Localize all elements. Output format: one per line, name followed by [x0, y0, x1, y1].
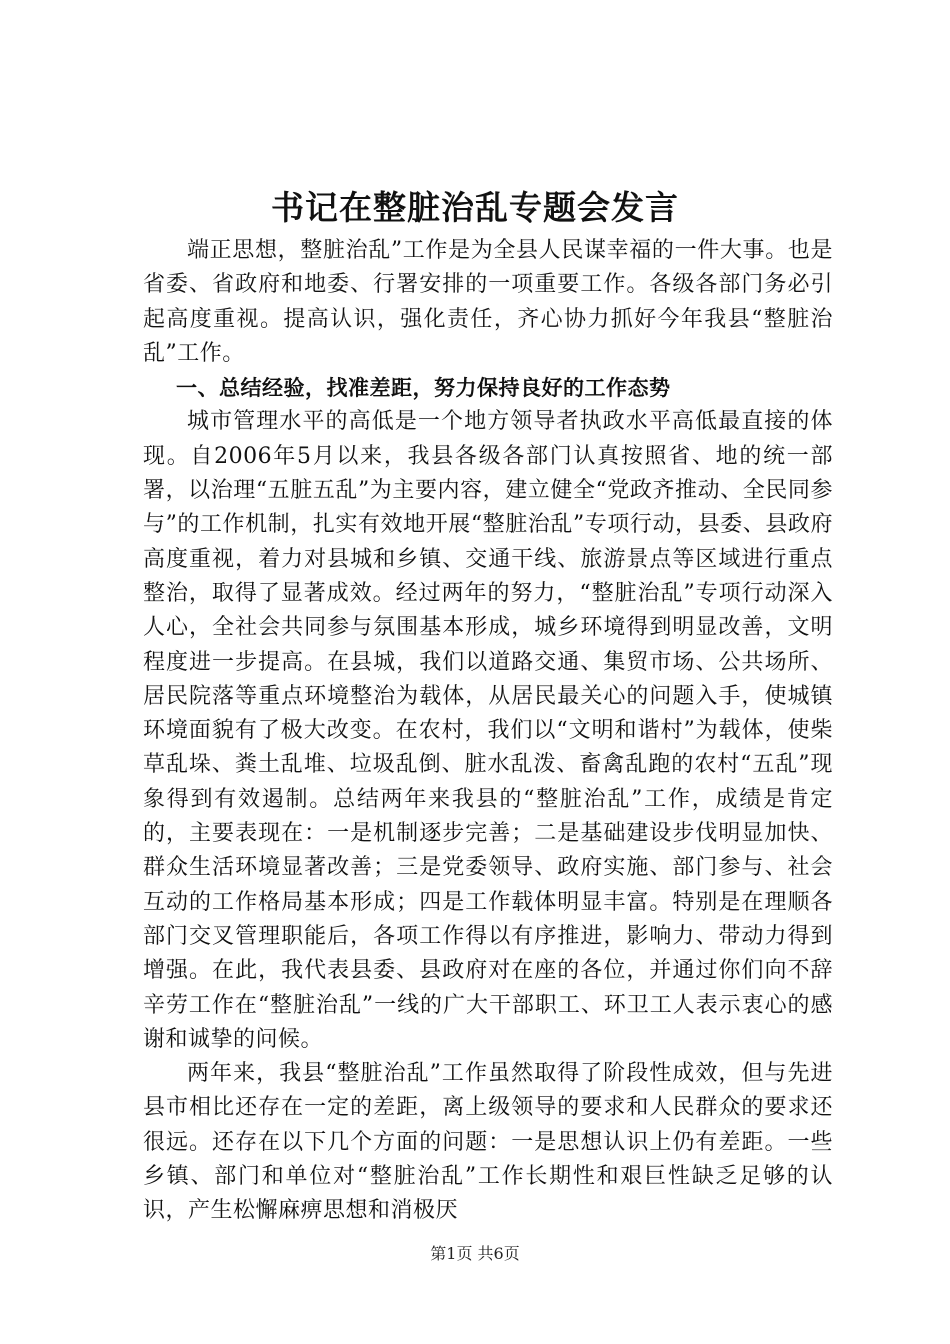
section-heading-1: 一、总结经验，找准差距，努力保持良好的工作态势 — [176, 376, 671, 401]
paragraph-intro: 端正思想，整脏治乱”工作是为全县人民谋幸福的一件大事。也是省委、省政府和地委、行署安排的一项重要工作。各级各部门务必引起高度重视。提高认识，强化责任，齐心协力抓好今年我县“整脏治乱”工作。 — [143, 238, 833, 366]
paragraph-summary: 城市管理水平的高低是一个地方领导者执政水平高低最直接的体现。自2006年5月以来，我县各级各部门认真按照省、地的统一部署，以治理“五脏五乱”为主要内容，建立健全“党政齐推动、全民同参与”的工作机制，扎实有效地开展“整脏治乱”专项行动，县委、县政府高度重视，着力对县城和乡镇、交通干线、旅游景点等区域进行重点整治，取得了显著成效。经过两年的努力，“整脏治乱”专项行动深入人心，全社会共同参与氛围基本形成，城乡环境得到明显改善，文明程度进一步提高。在县城，我们以道路交通、集贸市场、公共场所、居民院落等重点环境整治为载体，从居民最关心的问题入手，使城镇环境面貌有了极大改变。在农村，我们以“文明和谐村”为载体，使柴草乱垛、粪土乱堆、垃圾乱倒、脏水乱泼、畜禽乱跑的农村“五乱”现象得到有效遏制。总结两年来我县的“整脏治乱”工作，成绩是肯定的，主要表现在：一是机制逐步完善；二是基础建设步伐明显加快、群众生活环境显著改善；三是党委领导、政府实施、部门参与、社会互动的工作格局基本形成；四是工作载体明显丰富。特别是在理顺各部门交叉管理职能后，各项工作得以有序推进，影响力、带动力得到增强。在此，我代表县委、县政府对在座的各位，并通过你们向不辞辛劳工作在“整脏治乱”一线的广大干部职工、环卫工人表示衷心的感谢和诚挚的问候。 — [143, 409, 833, 1052]
paragraph-gaps: 两年来，我县“整脏治乱”工作虽然取得了阶段性成效，但与先进县市相比还存在一定的差距，离上级领导的要求和人民群众的要求还很远。还存在以下几个方面的问题：一是思想认识上仍有差距。一些乡镇、部门和单位对“整脏治乱”工作长期性和艰巨性缺乏足够的认识，产生松懈麻痹思想和消极厌 — [143, 1061, 833, 1224]
page-number-footer: 第1页 共6页 — [430, 1244, 520, 1263]
document-body — [143, 234, 833, 1229]
document-title: 书记在整脏治乱专题会发言 — [271, 188, 679, 227]
